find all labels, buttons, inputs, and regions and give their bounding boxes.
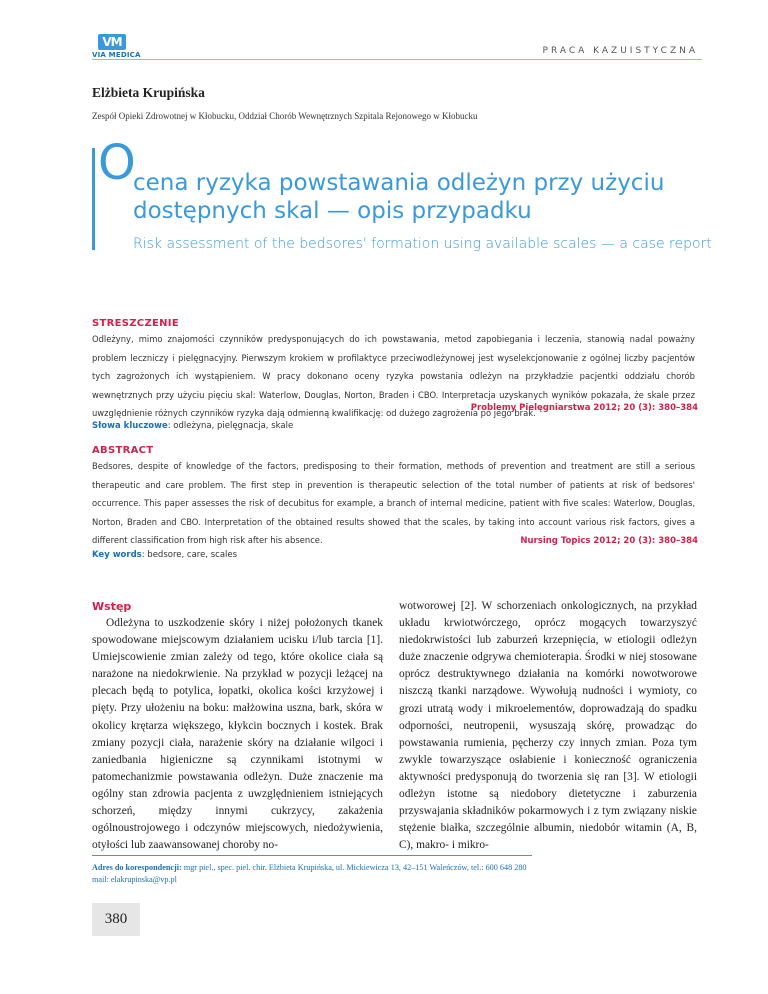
abstract-pl-text: Odleżyny, mimo znajomości czynników predysponujących do ich powstawania, metod zapobiegania i leczenia, stanowią nadal poważny problem leczniczy i pielęgnacyjny. Pierwszym krokiem w profilaktyce przeciwodleżynowej jest wyselekcjonowanie z ogólnej liczby pacjentów tych zagrożonych ich wystąpieniem. W pracy dokonano oceny ryzyka powstania odleżyn na przykładzie pacjentki oddziału chorób wewnętrznych przy użyciu pięciu skal: Waterlow, Douglas, Norton, Braden i CBO. Interpretacja uzyskanych wyników pokazała, że skale przez uwzględnienie różnych czynników ryzyka dają odmienną kwalifikację: od dużego zagrożenia po jego brak. <box>92 334 695 419</box>
keywords-en-values: : bedsore, care, scales <box>141 550 238 560</box>
keywords-pl-label: Słowa kluczowe <box>92 421 168 431</box>
article-title-english: Risk assessment of the bedsores' formation using available scales — a case report <box>133 236 712 252</box>
title-accent-bar <box>92 148 95 250</box>
title-dropcap: O <box>98 135 136 191</box>
body-paragraph-left: Odleżyna to uszkodzenie skóry i niżej położonych tkanek spowodowane miejscowym działaniem ucisku i/lub tarcia [1]. Umiejscowienie zmian zależy od tego, które okolice ciała są narażone na niedokrwienie. Na przykład w pozycji leżącej na plecach będą to potylica, łopatki, okolica kości krzyżowej i pięty. Przy ułożeniu na boku: małżowina uszna, bark, skóra w okolicy krętarza większego, kłykcin bocznych i kostek. Brak zmiany pozycji ciała, narażenie skóry na działanie wilgoci i zaniedbania higieniczne są czynnikami istotnymi w patomechanizmie powstawania odleżyn. Duże znaczenie ma ogólny stan zdrowia pacjenta z uwzględnieniem istniejących schorzeń, między innymi cukrzycy, zakażenia ogólnoustrojowego i odczynów miejscowych, niedożywienia, otyłości lub zaawansowanej choroby no- <box>92 617 383 852</box>
keywords-en-label: Key words <box>92 550 142 560</box>
author-name: Elżbieta Krupińska <box>92 85 205 100</box>
section-heading-introduction: Wstęp <box>92 600 132 613</box>
citation-pl: Problemy Pielęgniarstwa 2012; 20 (3): 380–384 <box>470 403 698 413</box>
keywords-pl <box>92 421 293 431</box>
footnote-divider <box>92 855 532 856</box>
body-column-left <box>92 598 383 854</box>
abstract-pl-heading: STRESZCZENIE <box>92 318 179 329</box>
header-divider <box>92 59 702 60</box>
article-title-line-1: cena ryzyka powstawania odleżyn przy użyciu <box>133 170 665 196</box>
body-paragraph-right: wotworowej [2]. W schorzeniach onkologicznych, na przykład układu krwiotwórczego, oprócz mogących towarzyszyć niedokrwistości lub zaburzeń krzepnięcia, w etiologii odleżyn duże znaczenie odgrywa chemioterapia. Środki w niej stosowane oprócz destruktywnego działania na komórki nowotworowe niszczą tkanki narządowe. Wywołują nudności i wymioty, co grozi utratą wody i mikroelementów, doprowadzają do spadku odporności, neutropenii, wysuszają skórę, prowadząc do powstawania rumienia, pęcherzy czy innych zmian. Poza tym zwykle towarzyszące osłabienie i konieczność ograniczenia aktywności predysponują do tworzenia się ran [3]. W etiologii odleżyn istotne są niedobory dietetyczne i zaburzenia przyswajania składników pokarmowych i z tym związany niskie stężenie białka, szczególnie albumin, niedobór witamin (A, B, C), makro- i mikro- <box>399 600 697 852</box>
keywords-pl-values: : odleżyna, pielęgnacja, skale <box>167 421 294 431</box>
abstract-en-text: Bedsores, despite of knowledge of the factors, predisposing to their formation, methods of prevention and treatment are still a serious therapeutic and care problem. The first step in prevention is therapeutic selection of the total number of patients at risk of bedsores' occurrence. This paper assesses the risk of decubitus for example, a branch of internal medicine, patient with five scales: Waterlow, Douglas, Norton, Braden and CBO. Interpretation of the obtained results showed that the scales, by taking into account various risk factors, gives a different classification from high risk after his absence. <box>92 461 695 546</box>
logo-text: VIA MEDICA <box>92 51 141 59</box>
correspondence-label: Adres do korespondencji: <box>92 863 182 872</box>
section-label: PRACA KAZUISTYCZNA <box>542 46 698 56</box>
via-medica-logo <box>92 34 141 60</box>
abstract-en-heading: ABSTRACT <box>92 445 154 456</box>
page-number: 380 <box>104 911 128 927</box>
correspondence-address: mgr piel., spec. piel. chir. Elżbieta Krupińska, ul. Mickiewicza 13, 42–151 Waleńczów, tel.: 600 648 280 <box>181 863 527 872</box>
logo-mark: VM <box>102 35 122 49</box>
correspondence-email: mail: elakrupinska@vp.pl <box>92 875 177 884</box>
keywords-en <box>92 550 237 560</box>
author-affiliation: Zespół Opieki Zdrowotnej w Kłobucku, Oddział Chorób Wewnętrznych Szpitala Rejonowego w Kłobucku <box>92 111 478 121</box>
article-title-line-2: dostępnych skal — opis przypadku <box>133 198 532 224</box>
correspondence-footnote <box>92 862 702 886</box>
body-column-right <box>399 598 697 854</box>
citation-en: Nursing Topics 2012; 20 (3): 380–384 <box>520 536 698 546</box>
